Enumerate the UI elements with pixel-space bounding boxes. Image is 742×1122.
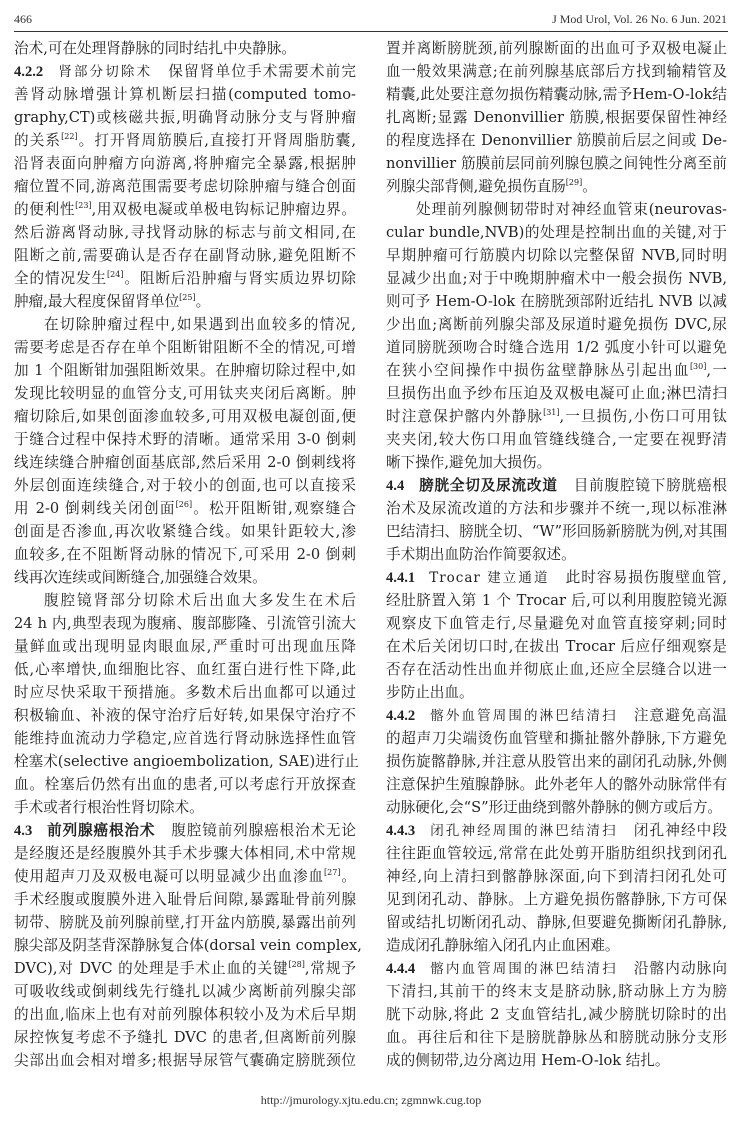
left-column	[14, 37, 362, 1072]
text-run: 注意避免高温	[633, 707, 727, 724]
journal-citation: J Mod Urol, Vol. 26 No. 6 Jun. 2021	[552, 12, 727, 26]
text-run: 处理前列腺侧韧带时对神经血管束(neurovas-	[416, 201, 727, 218]
text-run: 成的侧韧带,边分离边用 Hem-O-lok 结扎。	[386, 1052, 670, 1069]
text-line	[14, 957, 356, 980]
text-line	[14, 497, 356, 520]
text-line	[14, 221, 356, 244]
right-column	[386, 37, 727, 1072]
text-line	[14, 428, 356, 451]
text-line	[386, 727, 727, 750]
text-line	[14, 405, 356, 428]
text-run: 的超声刀尖端烫伤血管壁和撕扯髂外静脉,下方避免	[386, 730, 727, 747]
text-run: 血。再往后和往下是膀胱静脉丛和膀胱动脉分支形	[386, 1029, 727, 1046]
text-line	[14, 1049, 356, 1072]
text-line	[14, 704, 356, 727]
text-run: 血。栓塞后仍然有出血的患者,可以考虑行开放探查	[14, 776, 356, 793]
text-line	[386, 405, 727, 428]
text-run: 在术后关闭切口时,在拔出 Trocar 后应仔细观察是	[386, 638, 727, 655]
text-run: 。	[582, 178, 597, 195]
text-run: 扎离断;显露 Denonvillier 筋膜,根据要保留性神经	[386, 109, 727, 126]
text-line	[386, 336, 727, 359]
text-line	[386, 865, 727, 888]
section-number: 4.3	[14, 823, 33, 839]
text-run: 沿髂内动脉向	[633, 960, 727, 977]
text-line	[14, 773, 356, 796]
section-number: 4.4.1	[386, 570, 416, 586]
citation-ref: [30]	[689, 362, 707, 371]
text-run: 时应尽快采取干预措施。多数术后出血都可以通过	[14, 684, 356, 701]
text-run: 能维持血流动力学稳定,应首选行肾动脉选择性血管	[14, 730, 356, 747]
text-run: 在切除肿瘤过程中,如果遇到出血较多的情况,	[44, 316, 356, 333]
text-run: 显减少出血;对于中晚期肿瘤术中一般会损伤 NVB,	[386, 270, 727, 287]
text-run: 栓塞术(selective angioembolization, SAE)进行止	[14, 753, 360, 770]
text-run: 。打开肾周筋膜后,直接打开肾周脂肪囊,	[77, 132, 356, 149]
text-run: 则可予 Hem-O-lok 在膀胱颈部附近结扎 NVB 以减	[386, 293, 727, 310]
text-line	[386, 37, 727, 60]
text-line	[14, 681, 356, 704]
text-line	[14, 474, 356, 497]
subsection-heading: 髂外血管周围的淋巴结清扫	[429, 708, 618, 724]
text-run: 此时容易损伤腹壁血管,	[565, 569, 727, 586]
text-run: 沿肾表面向肿瘤方向游离,将肿瘤完全暴露,根据肿	[14, 155, 356, 172]
text-run: 神经,向上清扫到髂静脉深面,向下到清扫闭孔处可	[386, 868, 727, 885]
text-run: 腹腔镜前列腺癌根治术无论	[171, 822, 356, 839]
text-run: 动脉硬化,会“S”形迂曲绕到髂外静脉的侧方或后方。	[386, 799, 723, 816]
text-run: 往往距血管较远,常常在此处剪开脂肪组织找到闭孔	[386, 845, 727, 862]
text-line	[386, 658, 727, 681]
section-number: 4.4	[386, 478, 405, 494]
text-line	[386, 60, 727, 83]
text-line	[386, 451, 727, 474]
text-run: 时注意保护髂内外静脉	[386, 408, 544, 425]
footer-url: http://jmurology.xjtu.edu.cn; zgmnwk.cug.top	[260, 1093, 482, 1107]
text-line	[386, 1026, 727, 1049]
text-run: 旦损伤出血予纱布压迫及双极电凝可止血;淋巴清扫	[386, 385, 727, 402]
text-run: 手术期出血防治作简要叙述。	[386, 546, 576, 563]
text-run: 线再次连续或间断缝合,加强缝合效果。	[14, 569, 267, 586]
text-run: 巴结清扫、膀胱全切、“W”形回肠新膀胱为例,对其围	[386, 523, 728, 540]
text-run: 。	[340, 868, 356, 885]
text-run: 血一般效果满意;在前列腺基底部后方找到输精管及	[386, 63, 727, 80]
text-line	[14, 267, 356, 290]
text-run: 是经腹还是经腹膜外其手术步骤大体相同,术中常规	[14, 845, 356, 862]
text-line	[386, 911, 727, 934]
text-run: 在狭小空间操作中损伤盆壁静脉丛引起出血	[386, 362, 690, 379]
text-run: 。松开阻断钳,观察缝合	[192, 500, 357, 517]
text-line	[386, 934, 727, 957]
subsection-heading: 闭孔神经周围的淋巴结清扫	[429, 823, 618, 839]
text-line	[14, 520, 356, 543]
text-run: 观察皮下血管走行,尽量避免对血管直接穿刺;同时	[386, 615, 727, 632]
text-line	[386, 198, 727, 221]
text-run: 加 1 个阻断钳加强阻断效果。在肿瘤切除过程中,如	[14, 362, 356, 379]
text-run: 可吸收线或倒刺线先行缝扎以减少离断前列腺尖部	[14, 983, 356, 1000]
text-run: ,用双极电凝或单极电钩标记肿瘤边界。	[91, 201, 356, 218]
text-run: 阻断之前,需要确认是否存在副肾动脉,避免阻断不	[14, 247, 356, 264]
text-run: 手术或者行根治性肾切除术。	[14, 799, 204, 816]
text-run: 积极输血、补液的保守治疗后好转,如果保守治疗不	[14, 707, 356, 724]
text-line	[386, 704, 727, 727]
citation-ref: [25]	[179, 293, 196, 302]
header-rule	[14, 31, 728, 32]
text-run: 夹夹闭,较大伤口用血管缝线缝合,一定要在视野清	[386, 431, 727, 448]
text-line	[386, 566, 727, 589]
text-line	[14, 934, 362, 957]
text-run: 韧带、膀胱及前列腺前壁,打开盆内筋膜,暴露出前列	[14, 914, 356, 931]
text-line	[386, 152, 727, 175]
text-line	[14, 819, 356, 842]
subsection-heading: 髂内血管周围的淋巴结清扫	[429, 961, 618, 977]
text-run: ,一旦损伤,小伤口可用钛	[559, 408, 727, 425]
text-run: 尿控恢复考虑不予缝扎 DVC 的患者,但离断前列腺	[14, 1029, 356, 1046]
text-run: 腺尖部及阴茎背深静脉复合体(dorsal vein complex,	[14, 937, 362, 954]
text-run: 线连续缝合肿瘤创面基底部,然后采用 2-0 倒刺线将	[14, 454, 356, 471]
text-line	[14, 152, 356, 175]
text-line	[14, 911, 356, 934]
text-run: 善肾动脉增强计算机断层扫描(computed tomo-	[14, 86, 356, 103]
text-run: 造成闭孔静脉缩入闭孔内止血困难。	[386, 937, 620, 954]
text-line	[386, 1049, 727, 1072]
text-run: nonvillier 筋膜前层同前列腺包膜之间钝性分离至前	[386, 155, 727, 172]
text-line	[14, 865, 356, 888]
section-number: 4.2.2	[14, 64, 44, 80]
citation-ref: [28]	[288, 960, 305, 969]
text-line	[386, 313, 727, 336]
text-line	[386, 819, 727, 842]
text-run: 保留肾单位手术需要术前完	[168, 63, 356, 80]
text-line	[14, 635, 356, 658]
text-run: 使用超声刀及双极电凝可以明显减少出血渗血	[14, 868, 325, 885]
text-line	[386, 750, 727, 773]
text-run: 瘤切除后,如果创面渗血较多,可用双极电凝创面,便	[14, 408, 356, 425]
section-number: 4.4.3	[386, 823, 416, 839]
text-line	[386, 543, 727, 566]
text-run: 早期肿瘤可行筋膜内切除以完整保留 NVB,同时明	[386, 247, 727, 264]
text-line	[14, 382, 356, 405]
text-line	[386, 681, 727, 704]
text-line	[14, 106, 356, 129]
text-line	[386, 83, 727, 106]
citation-ref: [22]	[61, 132, 78, 141]
text-run: 的程度选择在 Denonvillier 筋膜前后层之间或 De-	[386, 132, 727, 149]
text-line	[14, 1003, 356, 1026]
text-run: 的关系	[14, 132, 62, 149]
text-line	[14, 451, 356, 474]
text-line	[386, 635, 727, 658]
text-line	[14, 290, 356, 313]
text-run: 肿瘤,最大程度保留肾单位	[14, 293, 180, 310]
text-run: 留或结扎切断闭孔动、静脉,但要避免撕断闭孔静脉,	[386, 914, 727, 931]
subsection-heading: 肾部分切除术	[57, 64, 153, 80]
section-heading: 前列腺癌根治术	[46, 822, 156, 839]
text-run: 否存在活动性出血并彻底止血,还应全层缝合以进一	[386, 661, 727, 678]
text-run: 道同膀胱颈吻合时缝合选用 1/2 弧度小针可以避免	[386, 339, 727, 356]
text-line	[386, 290, 727, 313]
text-line	[14, 198, 356, 221]
text-line	[386, 175, 727, 198]
text-line	[386, 129, 727, 152]
text-line	[386, 497, 727, 520]
citation-ref: [31]	[543, 408, 560, 417]
text-line	[14, 83, 356, 106]
text-run: 。阻断后沿肿瘤与肾实质边界切除	[123, 270, 356, 287]
text-line	[14, 727, 356, 750]
text-line	[386, 428, 727, 451]
section-heading: 膀胱全切及尿流改道	[418, 477, 558, 494]
text-run: 置并离断膀胱颈,前列腺断面的出血可予双极电凝止	[386, 40, 727, 57]
text-run: ,一	[706, 362, 727, 379]
text-run: 下清扫,其前干的终末支是脐动脉,脐动脉上方为膀	[386, 983, 727, 1000]
text-line	[386, 842, 727, 865]
text-line	[386, 612, 727, 635]
text-run: 。	[195, 293, 211, 310]
text-line	[14, 566, 356, 589]
text-line	[386, 106, 727, 129]
text-line	[14, 60, 356, 83]
text-line	[386, 589, 727, 612]
text-line	[14, 796, 356, 819]
text-run: 步防止出血。	[386, 684, 474, 701]
text-line	[14, 129, 356, 152]
text-line	[386, 796, 727, 819]
text-line	[14, 842, 356, 865]
text-run: graphy,CT)或核磁共振,明确肾动脉分支与肾肿瘤	[14, 109, 356, 126]
section-number: 4.4.2	[386, 708, 416, 724]
text-line	[14, 888, 356, 911]
text-line	[386, 1003, 727, 1026]
text-run: 治术及尿流改道的方法和步骤并不统一,现以标准淋	[386, 500, 727, 517]
text-line	[386, 382, 727, 405]
text-line	[14, 658, 356, 681]
text-run: 腹腔镜肾部分切除术后出血大多发生在术后	[44, 592, 356, 609]
text-line	[386, 980, 727, 1003]
text-run: DVC),对 DVC 的处理是手术止血的关键	[14, 960, 289, 977]
citation-ref: [29]	[565, 178, 583, 187]
text-line	[14, 175, 356, 198]
text-run: 24 h 内,典型表现为腹痛、腹部膨隆、引流管引流大	[14, 615, 356, 632]
citation-ref: [27]	[324, 868, 341, 877]
text-line	[14, 612, 356, 635]
text-line	[386, 244, 727, 267]
text-run: 瘤位置不同,游离范围需要考虑切除肿瘤与缝合创面	[14, 178, 356, 195]
citation-ref: [24]	[107, 270, 124, 279]
text-run: 尖部出血会相对增多;根据导尿管气囊确定膀胱颈位	[14, 1052, 356, 1069]
text-run: 于缝合过程中保持术野的清晰。通常采用 3-0 倒刺	[14, 431, 356, 448]
citation-ref: [23]	[75, 201, 92, 210]
text-line	[14, 313, 356, 336]
text-run: 注意保护生殖腺静脉。此外老年人的髂外动脉常伴有	[386, 776, 727, 793]
text-line	[14, 750, 360, 773]
text-run: 创面是否渗血,再次收紧缝合线。如果针距较大,渗	[14, 523, 356, 540]
text-line	[14, 37, 356, 60]
text-run: 列腺尖部背侧,避免损伤直肠	[386, 178, 566, 195]
text-line	[386, 474, 727, 497]
text-line	[386, 773, 727, 796]
text-line	[14, 980, 356, 1003]
text-line	[14, 359, 356, 382]
text-run: 发现比较明显的血管分支,可用钛夹夹闭后离断。肿	[14, 385, 356, 402]
text-run: 经肚脐置入第 1 个 Trocar 后,可以利用腹腔镜光源	[386, 592, 727, 609]
section-number: 4.4.4	[386, 961, 416, 977]
citation-ref: [26]	[175, 500, 193, 509]
text-line	[14, 589, 356, 612]
text-run: 的便利性	[14, 201, 76, 218]
text-run: 血较多,在不阻断肾动脉的情况下,可采用 2-0 倒刺	[14, 546, 356, 563]
text-line	[386, 267, 727, 290]
text-line	[386, 520, 727, 543]
text-line	[14, 543, 356, 566]
text-line	[386, 957, 727, 980]
text-run: 损伤旋髂静脉,并注意从股管出来的副闭孔动脉,外侧	[386, 753, 727, 770]
text-run: 治术,可在处理肾静脉的同时结扎中央静脉。	[14, 40, 296, 57]
text-run: cular bundle,NVB)的处理是控制出血的关键,对于	[386, 224, 727, 241]
text-run: 然后游离肾动脉,寻找肾动脉的标志与前文相同,在	[14, 224, 356, 241]
text-line	[386, 221, 727, 244]
text-run: 手术经腹或腹膜外进入耻骨后间隙,暴露耻骨前列腺	[14, 891, 356, 908]
text-run: 目前腹腔镜下膀胱癌根	[573, 477, 727, 494]
subsection-heading: Trocar 建立通道	[429, 570, 550, 586]
text-run: 用 2-0 倒刺线关闭创面	[14, 500, 176, 517]
text-line	[386, 359, 727, 382]
text-run: 精囊,此处要注意勿损伤精囊动脉,需予Hem-O-lok结	[386, 86, 727, 103]
text-run: 晰下操作,避免加大损伤。	[386, 454, 552, 471]
text-line	[14, 336, 356, 359]
text-run: 的出血,临床上也有对前列腺体积较小及为术后早期	[14, 1006, 356, 1023]
text-run: 量鲜血或出现明显肉眼血尿,严重时可出现血压降	[14, 638, 356, 655]
text-run: 胱下动脉,将此 2 支血管结扎,减少膀胱切除时的出	[386, 1006, 727, 1023]
text-run: 全的情况发生	[14, 270, 108, 287]
text-line	[14, 1026, 356, 1049]
text-run: 闭孔神经中段	[633, 822, 727, 839]
text-run: 见到闭孔动、静脉。上方避免损伤髂静脉,下方可保	[386, 891, 727, 908]
text-run: 需要考虑是否存在单个阻断钳阻断不全的情况,可增	[14, 339, 356, 356]
text-line	[386, 888, 727, 911]
text-run: 少出血;离断前列腺尖部及尿道时避免损伤 DVC,尿	[386, 316, 727, 333]
text-run: ,常规予	[304, 960, 356, 977]
text-line	[14, 244, 356, 267]
page-number: 466	[14, 12, 32, 26]
text-run: 低,心率增快,血细胞比容、血红蛋白进行性下降,此	[14, 661, 356, 678]
text-run: 外层创面连续缝合,对于较小的创面,也可以直接采	[14, 477, 356, 494]
